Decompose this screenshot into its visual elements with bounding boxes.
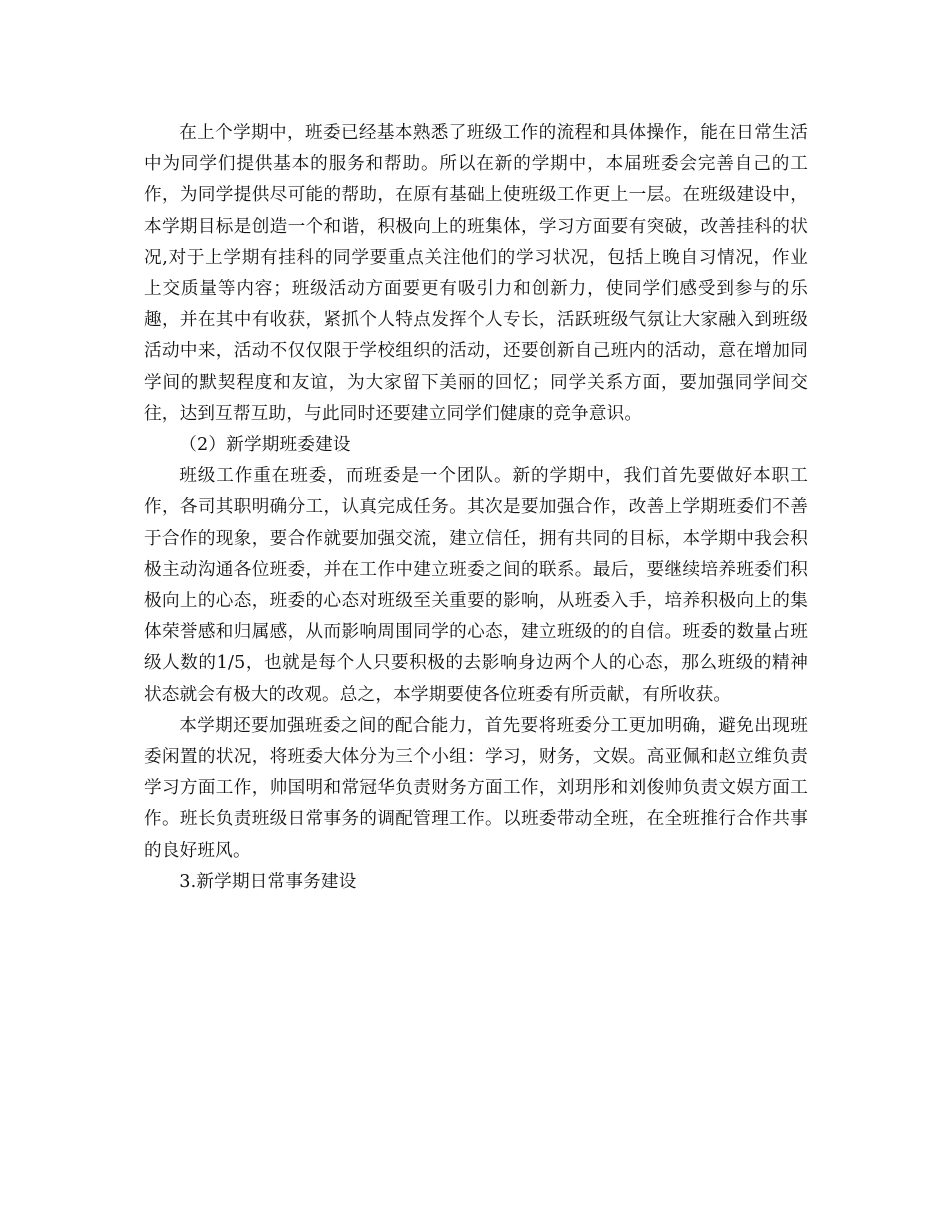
section-heading-daily-affairs: 3.新学期日常事务建设 <box>179 871 357 892</box>
document-body <box>144 118 808 898</box>
paragraph-committee-teamwork: 班级工作重在班委，而班委是一个团队。新的学期中，我们首先要做好本职工作，各司其职明确分工，认真完成任务。其次是要加强合作，改善上学期班委们不善于合作的现象，要合作就要加强交流，建立信任，拥有共同的目标，本学期中我会积极主动沟通各位班委，并在工作中建立班委之间的联系。最后，要继续培养班委们积极向上的心态，班委的心态对班级至关重要的影响，从班委入手，培养积极向上的集体荣誉感和归属感，从而影响周围同学的心态，建立班级的的自信。班委的数量占班级人数的1/5，也就是每个人只要积极的去影响身边两个人的心态，那么班级的精神状态就会有极大的改观。总之，本学期要使各位班委有所贡献，有所收获。 <box>144 466 808 705</box>
section-heading-committee-building: （2）新学期班委建设 <box>179 435 351 456</box>
paragraph-class-committee-goals: 在上个学期中，班委已经基本熟悉了班级工作的流程和具体操作，能在日常生活中为同学们提供基本的服务和帮助。所以在新的学期中，本届班委会完善自己的工作，为同学提供尽可能的帮助，在原有基础上使班级工作更上一层。在班级建设中，本学期目标是创造一个和谐，积极向上的班集体，学习方面要有突破，改善挂科的状况,对于上学期有挂科的同学要重点关注他们的学习状况，包括上晚自习情况，作业上交质量等内容；班级活动方面要更有吸引力和创新力，使同学们感受到参与的乐趣，并在其中有收获，紧抓个人特点发挥个人专长，活跃班级气氛让大家融入到班级活动中来，活动不仅仅限于学校组织的活动，还要创新自己班内的活动，意在增加同学间的默契程度和友谊，为大家留下美丽的回忆；同学关系方面，要加强同学间交往，达到互帮互助，与此同时还要建立同学们健康的竞争意识。 <box>144 123 808 424</box>
paragraph-committee-division: 本学期还要加强班委之间的配合能力，首先要将班委分工更加明确，避免出现班委闲置的状况，将班委大体分为三个小组：学习，财务，文娱。高亚佩和赵立维负责学习方面工作，帅国明和常冠华负责财务方面工作，刘玥彤和刘俊帅负责文娱方面工作。班长负责班级日常事务的调配管理工作。以班委带动全班，在全班推行合作共事的良好班风。 <box>144 715 808 861</box>
